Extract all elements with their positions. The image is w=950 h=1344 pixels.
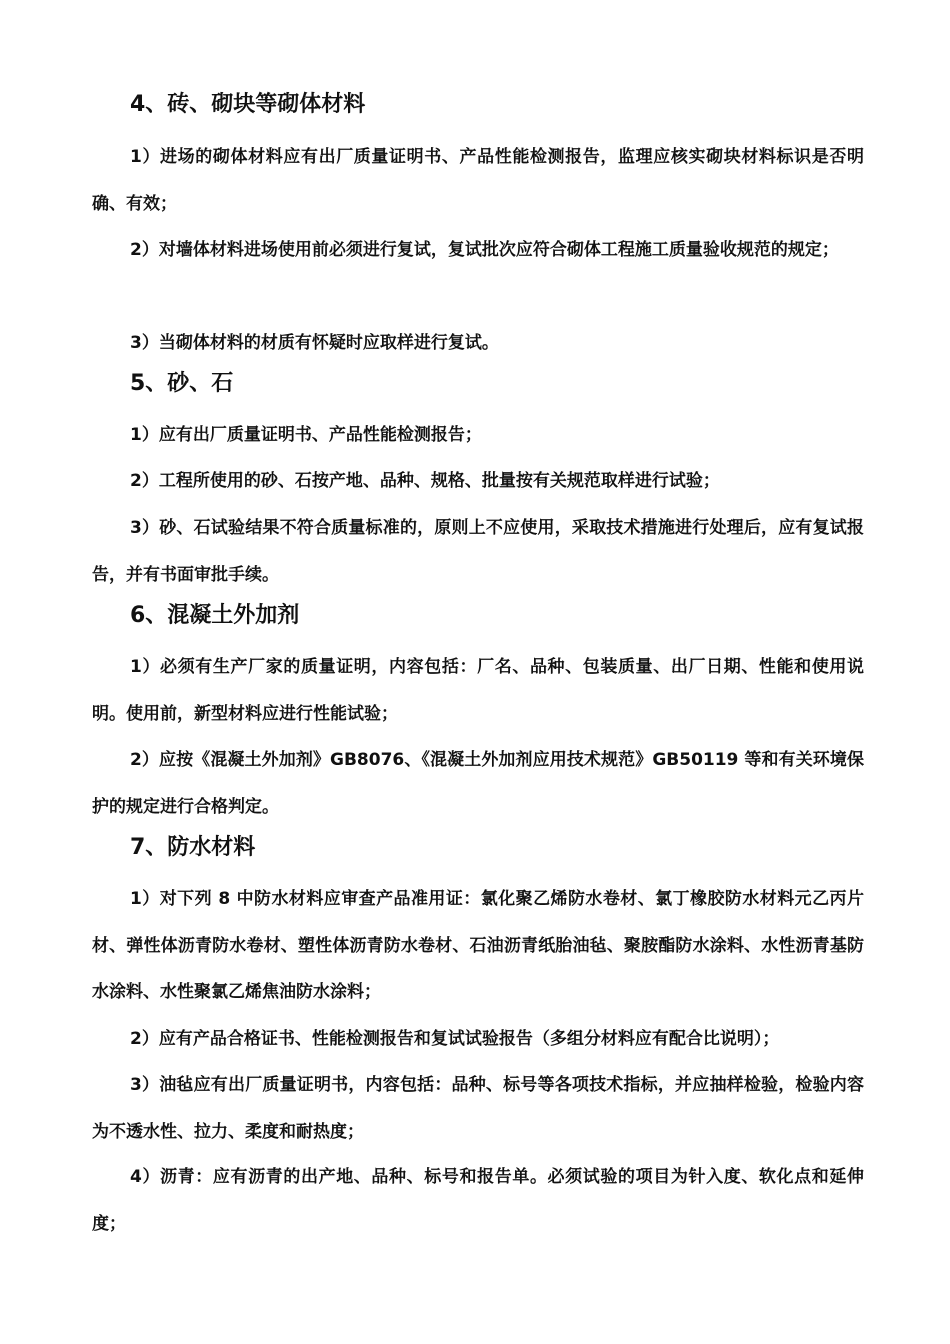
paragraph: 3）油毡应有出厂质量证明书，内容包括：品种、标号等各项技术指标，并应抽样检验，检验内容为不透水性、拉力、柔度和耐热度； bbox=[92, 1075, 864, 1142]
paragraph: 1）对下列 8 中防水材料应审查产品准用证：氯化聚乙烯防水卷材、氯丁橡胶防水材料元乙丙片材、弹性体沥青防水卷材、塑性体沥青防水卷材、石油沥青纸胎油毡、聚胺酯防水涂料、水性沥青基防水涂料、水性聚氯乙烯焦油防水涂料； bbox=[92, 889, 864, 1002]
paragraph: 3）砂、石试验结果不符合质量标准的，原则上不应使用，采取技术措施进行处理后，应有复试报告，并有书面审批手续。 bbox=[92, 518, 864, 585]
paragraph: 2）应按《混凝土外加剂》GB8076、《混凝土外加剂应用技术规范》GB50119 等和有关环境保护的规定进行合格判定。 bbox=[92, 750, 864, 817]
paragraph: 2）应有产品合格证书、性能检测报告和复试试验报告（多组分材料应有配合比说明）； bbox=[130, 1029, 780, 1049]
paragraph: 2）工程所使用的砂、石按产地、品种、规格、批量按有关规范取样进行试验； bbox=[130, 471, 720, 491]
paragraph: 1）应有出厂质量证明书、产品性能检测报告； bbox=[130, 425, 482, 445]
paragraph: 4）沥青：应有沥青的出产地、品种、标号和报告单。必须试验的项目为针入度、软化点和延伸度； bbox=[92, 1167, 864, 1234]
section-heading-concrete-admixture: 6、混凝土外加剂 bbox=[130, 603, 300, 628]
paragraph: 1）进场的砌体材料应有出厂质量证明书、产品性能检测报告，监理应核实砌块材料标识是否明确、有效； bbox=[92, 147, 864, 214]
paragraph: 1）必须有生产厂家的质量证明，内容包括：厂名、品种、包装质量、出厂日期、性能和使用说明。使用前，新型材料应进行性能试验； bbox=[92, 657, 864, 724]
paragraph: 2）对墙体材料进场使用前必须进行复试，复试批次应符合砌体工程施工质量验收规范的规定； bbox=[130, 240, 839, 260]
section-heading-waterproof-materials: 7、防水材料 bbox=[130, 835, 256, 860]
paragraph: 3）当砌体材料的材质有怀疑时应取样进行复试。 bbox=[130, 333, 499, 353]
section-heading-bricks: 4、砖、砌块等砌体材料 bbox=[130, 92, 366, 117]
section-heading-sand-stone: 5、砂、石 bbox=[130, 371, 234, 396]
